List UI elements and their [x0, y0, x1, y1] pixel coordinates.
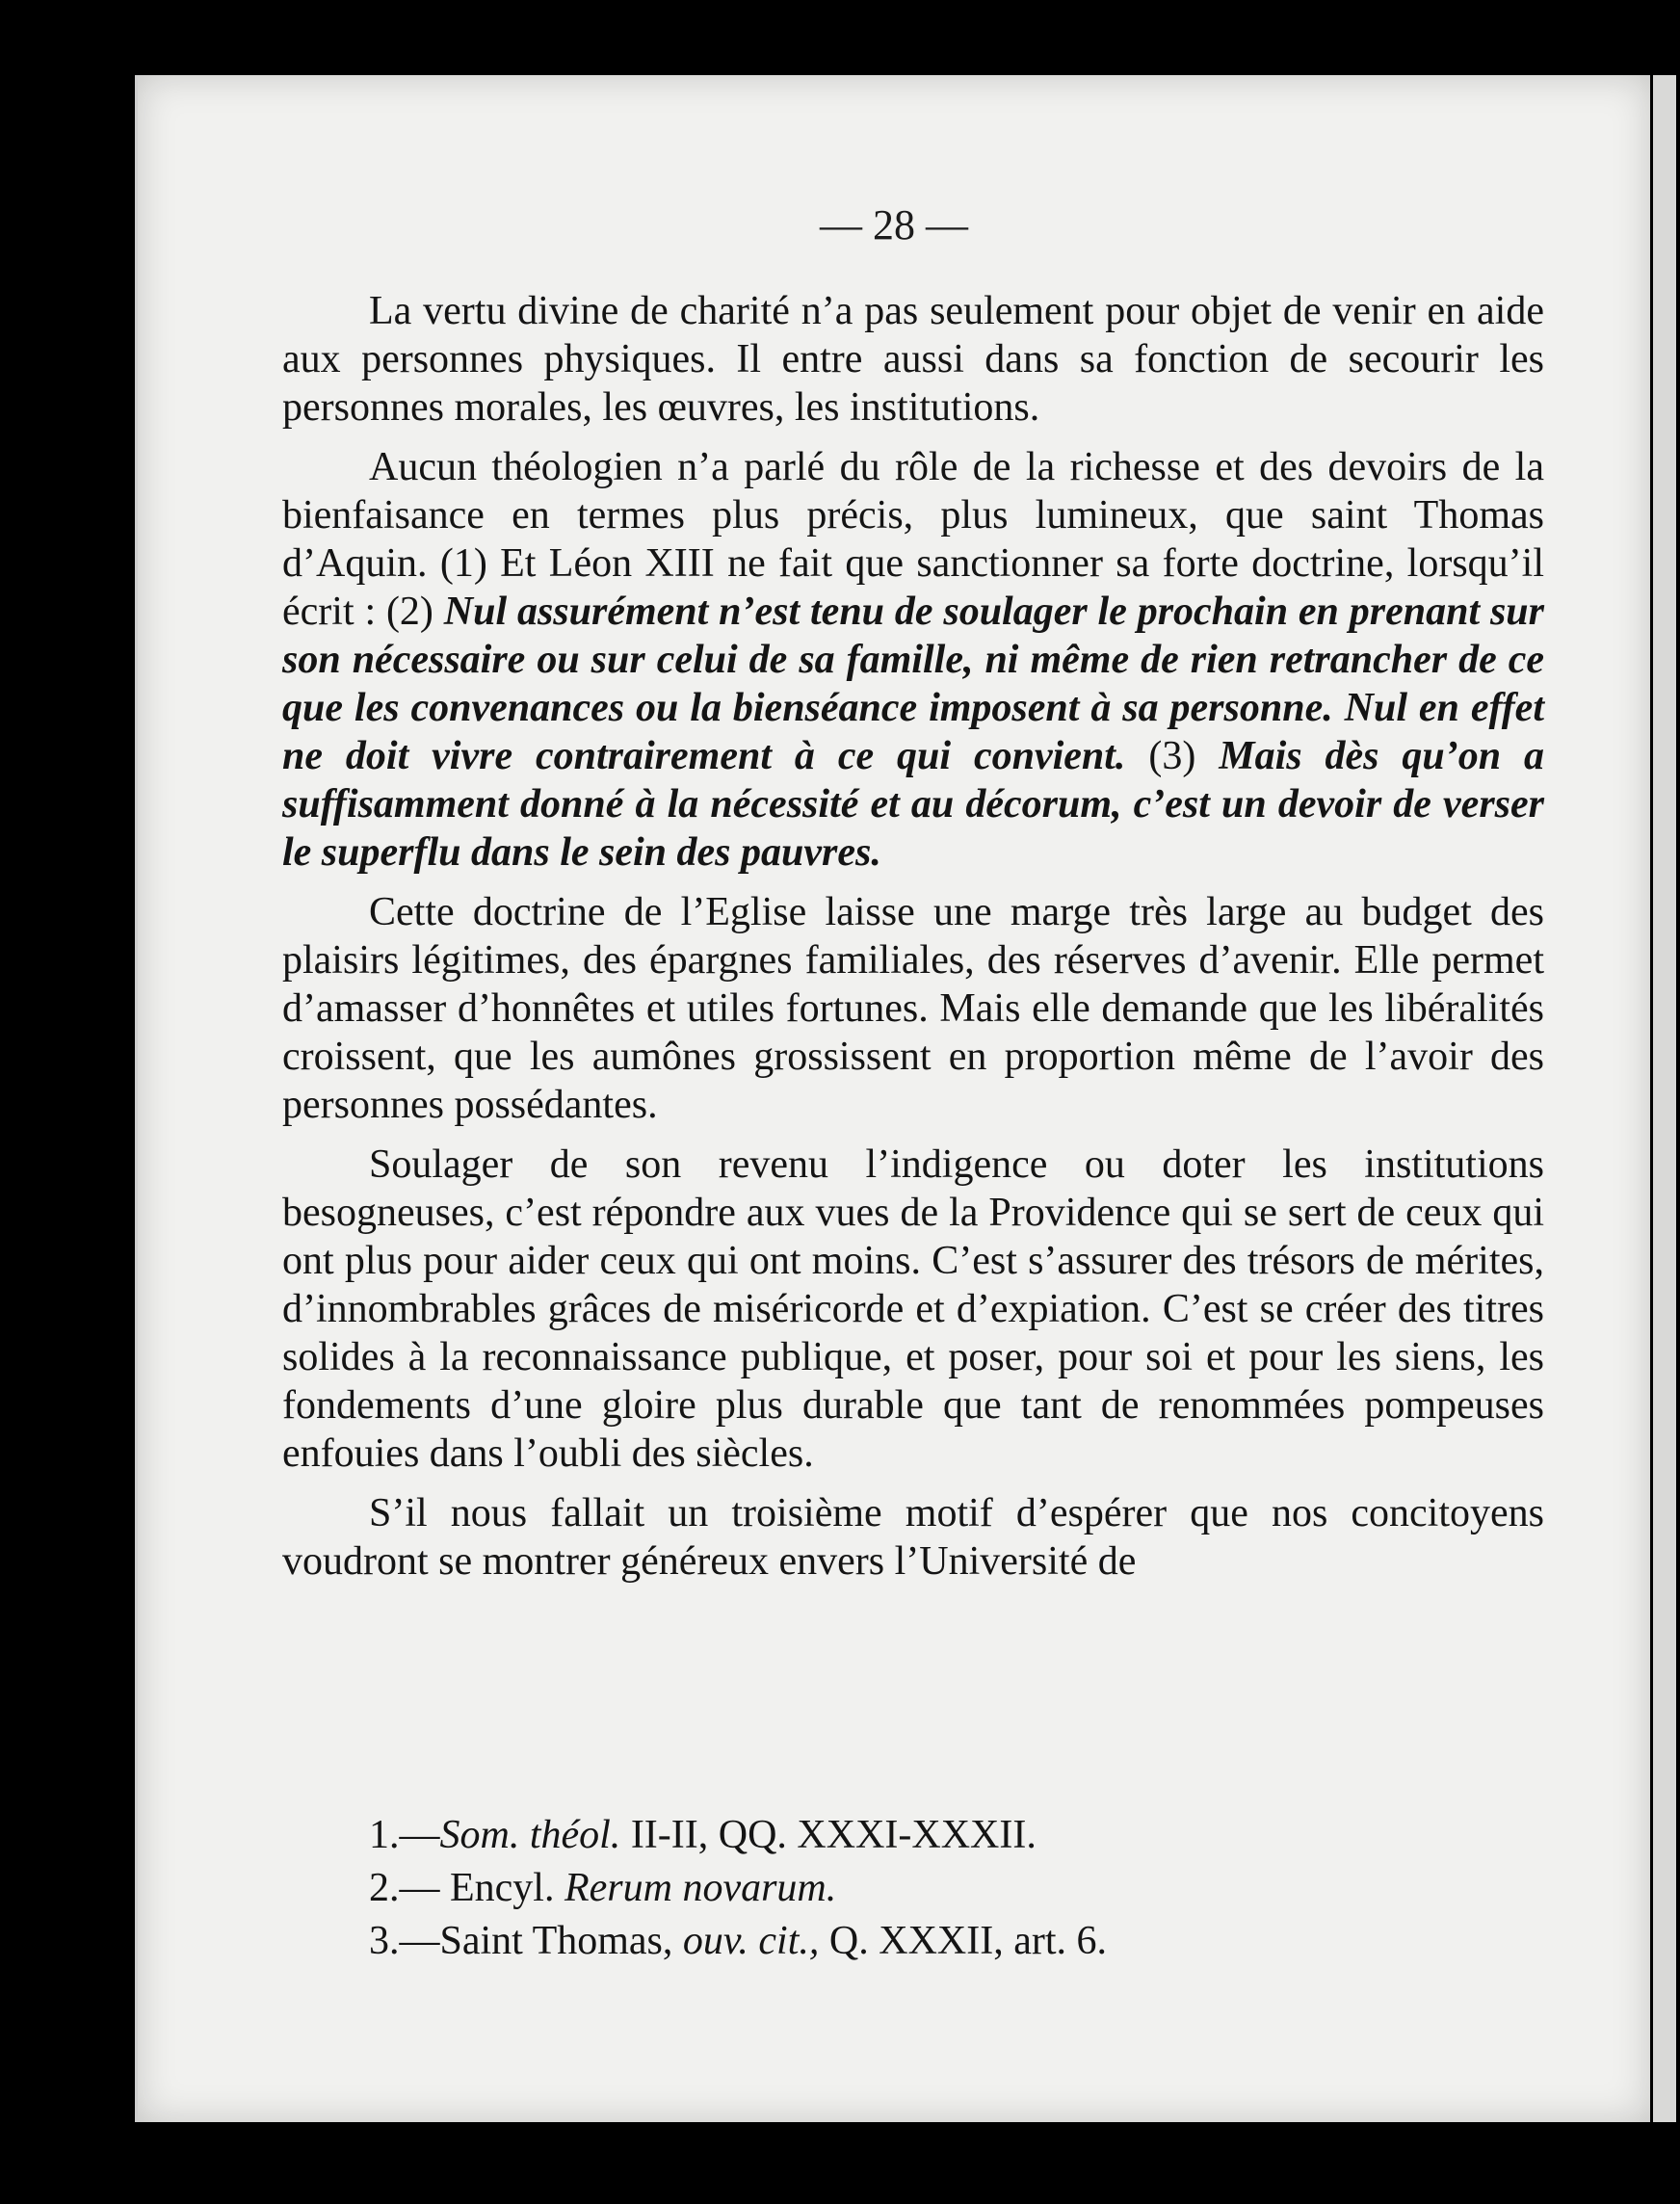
- footnote-1: [369, 1809, 1477, 1862]
- paragraph-charity: La vertu divine de charité n’a pas seulement pour objet de venir en aide aux personnes physiques. Il entre aussi dans sa fonction de secourir les personnes morales, les œuvres, les institutions.: [282, 289, 1544, 430]
- footnote-number: 2.—: [369, 1866, 450, 1910]
- footnote-italic: Som. théol.: [439, 1813, 621, 1857]
- quote-leon-xiii-part1: Nul assurément n’est tenu de soulager le prochain en prenant sur son nécessaire ou sur celui de sa famille, ni même de rien retrancher de ce que les convenances ou la bienséance imposent à sa personne. Nul en effet ne doit vivre contrairement à ce qui convient.: [282, 590, 1544, 778]
- footnote-italic: ouv. cit.,: [682, 1919, 820, 1963]
- body-text: [282, 287, 1544, 1597]
- paragraph-theologian-intro: Aucun théologien n’a parlé du rôle de la richesse et des devoirs de la bienfaisance en termes plus précis, plus lumineux, que saint Thomas d’Aquin. (1) Et Léon XIII ne fait que sanctionner sa forte doctrine, lorsqu’il écrit : (2): [282, 445, 1544, 634]
- document-page: [135, 75, 1650, 2122]
- footnote-number: 1.—: [369, 1813, 440, 1857]
- paragraph-third-motive: S’il nous fallait un troisième motif d’espérer que nos concitoyens voudront se montrer généreux envers l’Université de: [282, 1491, 1544, 1584]
- paragraph-theologian: [282, 443, 1544, 877]
- footnote-2: [369, 1862, 1477, 1915]
- footnote-pre: Saint Thomas,: [439, 1919, 683, 1963]
- footnote-3: [369, 1915, 1477, 1968]
- footnote-number: 3.—: [369, 1919, 440, 1963]
- footnote-ref-3: (3): [1125, 734, 1220, 778]
- page-number: — 28 —: [820, 201, 968, 249]
- footnotes: [369, 1809, 1477, 1968]
- footnote-rest: II-II, QQ. XXXI-XXXII.: [620, 1813, 1037, 1857]
- paragraph-soulager: Soulager de son revenu l’indigence ou doter les institutions besogneuses, c’est répondre aux vues de la Providence qui se sert de ceux qui ont plus pour aider ceux qui ont moins. C’est s’assurer des trésors de mérites, d’innombrables grâces de miséricorde et d’expiation. C’est se créer des titres solides à la reconnaissance publique, et poser, pour soi et pour les siens, les fondements d’une gloire plus durable que tant de renommées pompeuses enfouies dans l’oubli des siècles.: [282, 1142, 1544, 1476]
- paragraph-doctrine: Cette doctrine de l’Eglise laisse une marge très large au budget des plaisirs légitimes, des épargnes familiales, des réserves d’avenir. Elle permet d’amasser d’honnêtes et utiles fortunes. Mais elle demande que les libéralités croissent, que les aumônes grossissent en proportion même de l’avoir des personnes possédantes.: [282, 890, 1544, 1127]
- footnote-italic: Rerum novarum.: [564, 1866, 837, 1910]
- quote-leon-xiii-part2: Mais dès qu’on a suffisamment donné à la nécessité et au décorum, c’est un devoir de verser le superflu dans le sein des pauvres.: [282, 734, 1544, 875]
- footnote-pre: Encyl.: [450, 1866, 564, 1910]
- footnote-rest: Q. XXXII, art. 6.: [819, 1919, 1107, 1963]
- facing-page-edge: [1653, 75, 1676, 2122]
